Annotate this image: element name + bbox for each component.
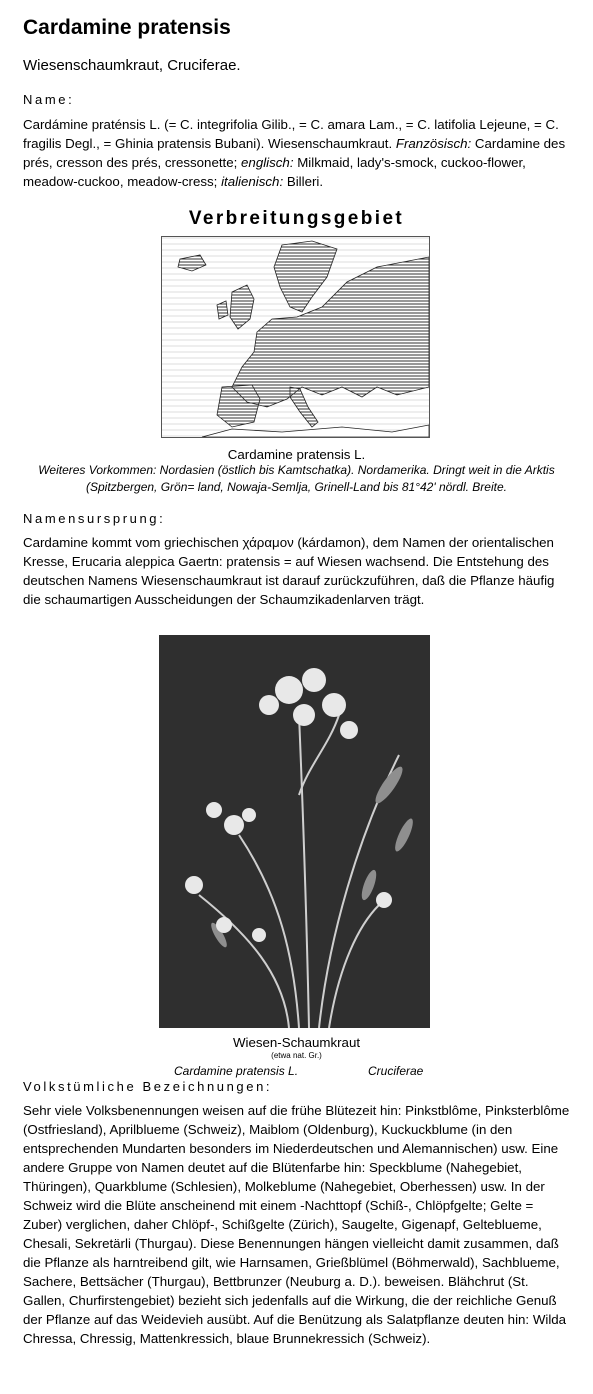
plant-photo [159, 635, 430, 1028]
name-text: Cardámine praténsis L. (= C. integrifolia Gilib., = C. amara Lam., = C. latifolia Lejeune, = C. fragilis Degl., = Ghinia pratensis Bubani). Wiesenschaumkraut. [23, 117, 559, 151]
name-text-italian: Billeri. [283, 174, 324, 189]
photo-family-name: Cruciferae [368, 1064, 424, 1078]
origin-paragraph: Cardamine kommt vom griechischen χάραμον (kárdamon), dem Namen der orientalischen Kresse, Erucaria aleppica Gaertn: pratensis = auf Wiesen wachsend. Die Entstehung des deutschen Namens Wiesenschaumkraut ist darauf zurückzuführen, daß die Pflanze häufig die schaumartigen Ausscheidungen der Schaumzikadenlarven trägt. [23, 535, 555, 607]
name-heading: Name: [23, 92, 75, 107]
name-text-french: Cardamine des prés, cresson des prés, cressonette; [23, 136, 566, 170]
lang-english-label: englisch: [241, 155, 294, 170]
folk-names-paragraph: Sehr viele Volksbenennungen weisen auf die frühe Blütezeit hin: Pinkstblôme, Pinksterblôme (Ostfriesland), Aprilblueme (Schweiz), Maiblom (Oldenburg), Kuckuckblume (in den entsprechenden Mundarten besonders im Niederdeutschen und Alemannischen) usw. Eine andere Gruppe von Namen deutet auf die Blütenfarbe hin: Speckblume (Nahegebiet, Thüringen), Quarkblume (Schlesien), Molkeblume (Nahegebiet, Oberhessen) usw. In der Schweiz wird die Blüte anscheinend mit einem -Nachttopf (Schiß-, Chlöpfgelte; Gelte = Zuber) verglichen, daher Chlöpf-, Schißgelte (Zürich), Saugelte, Gigenapf, Gelteblueme, Chesali, Sekretärli (Thurgau). Diese Benennungen hängen vielleicht damit zusammen, daß die Pflanze als harntreibend gilt, wie Harnsamen, Grießblümel (Böhmerwald), Sachblueme, Sachere, Bettsächer (Thurgau), Bettbrunzer (Neuburg a. D.). beweisen. Blähchrut (St. Gallen, Churfirstengebiet) bezieht sich jedenfalls auf die Wirkung, die der reichliche Genuß der Pflanze auf das Weidevieh ausübt. Auf die Benützung als Salatpflanze deuten hin: Wilda Chressa, Chressig, Mattenkressich, blaue Brunnekressich (Schweiz). [23, 1103, 570, 1346]
cardamine-photo-illustration [159, 635, 430, 1028]
distribution-heading: Verbreitungsgebiet [188, 208, 405, 229]
lang-italian-label: italienisch: [221, 174, 284, 189]
photo-latin-name: Cardamine pratensis L. [174, 1064, 299, 1078]
lang-french-label: Französisch: [395, 136, 472, 151]
distribution-caption: Cardamine pratensis L. [227, 447, 366, 462]
page-subtitle: Wiesenschaumkraut, Cruciferae. [23, 57, 241, 74]
europe-map-illustration [162, 237, 429, 437]
distribution-map [161, 236, 430, 438]
photo-scale-note: (etwa nat. Gr.) [271, 1051, 322, 1060]
photo-caption: Wiesen-Schaumkraut [232, 1035, 361, 1050]
origin-heading: Namensursprung: [23, 511, 166, 526]
folk-names-heading: Volkstümliche Bezeichnungen: [23, 1079, 273, 1094]
page-title: Cardamine pratensis [23, 16, 231, 39]
name-text-english: Milkmaid, lady's-smock, cuckoo-flower, meadow-cuckoo, meadow-cress; [23, 155, 526, 189]
name-paragraph [23, 115, 571, 191]
distribution-note: Weiteres Vorkommen: Nordasien (östlich bis Kamtschatka). Nordamerika. Dringt weit in die Arktis (Spitzbergen, Grön= land, Nowaja-Semlja, Grinell-Land bis 81°42' nördl. Breite. [38, 463, 555, 494]
